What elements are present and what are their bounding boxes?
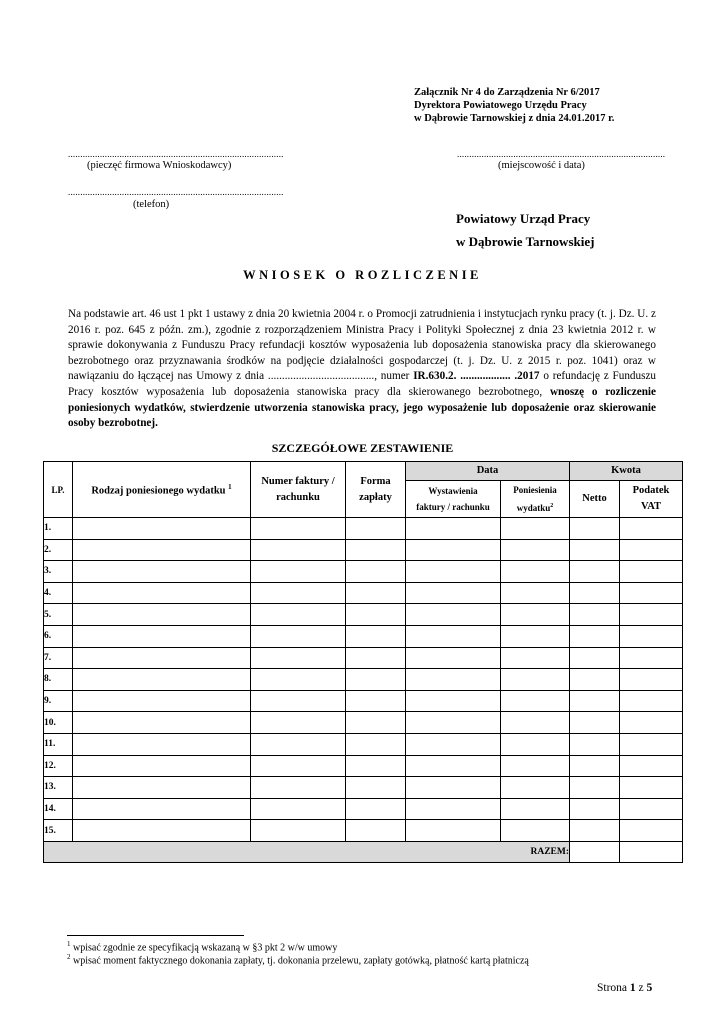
stamp-field-dots[interactable]: ........................................................................................	[68, 149, 284, 159]
issue-date-cell[interactable]	[406, 755, 501, 777]
vat-amount-cell[interactable]	[620, 777, 683, 799]
row-number: 7.	[44, 647, 73, 669]
paragraph-contract-number[interactable]: IR.630.2. .................. .2017	[413, 370, 540, 383]
paragraph-part-3: o refundację z Funduszu Pracy kosztów wyposażenia lub doposażenia stanowiska pracy dla skierowanego bezrobotnego,	[68, 370, 657, 398]
row-number: 8.	[44, 669, 73, 691]
issue-date-cell[interactable]	[406, 518, 501, 540]
issue-date-cell[interactable]	[406, 604, 501, 626]
table-row	[44, 712, 683, 734]
header-expense-date-line-1: Poniesienia	[513, 485, 557, 495]
header-vat-line-2: VAT	[640, 501, 662, 512]
table-row	[44, 777, 683, 799]
vat-amount-cell[interactable]	[620, 733, 683, 755]
vat-amount-cell[interactable]	[620, 582, 683, 604]
expense-type-cell[interactable]	[73, 518, 251, 540]
annex-line-2: Dyrektora Powiatowego Urzędu Pracy	[414, 100, 587, 111]
payment-form-cell[interactable]	[346, 625, 406, 647]
expense-date-cell[interactable]	[501, 582, 570, 604]
net-amount-cell[interactable]	[570, 712, 620, 734]
expense-type-cell[interactable]	[73, 669, 251, 691]
row-number: 1.	[44, 518, 73, 540]
expense-date-cell[interactable]	[501, 755, 570, 777]
header-expense-type-label: Rodzaj poniesionego wydatku	[91, 485, 226, 497]
invoice-number-cell[interactable]	[251, 625, 346, 647]
table-row	[44, 733, 683, 755]
annex-line-3: w Dąbrowie Tarnowskiej z dnia 24.01.2017 r.	[414, 113, 615, 124]
row-number: 14.	[44, 798, 73, 820]
row-number: 12.	[44, 755, 73, 777]
expense-type-cell[interactable]	[73, 712, 251, 734]
place-date-field-label: (miejscowość i data)	[498, 160, 585, 171]
expense-type-cell[interactable]	[73, 733, 251, 755]
invoice-number-cell[interactable]	[251, 712, 346, 734]
stamp-field-label: (pieczęć firmowa Wnioskodawcy)	[87, 160, 232, 171]
issue-date-cell[interactable]	[406, 733, 501, 755]
annex-header	[414, 86, 614, 125]
expense-table	[43, 461, 683, 863]
page-prefix: Strona	[597, 982, 630, 994]
row-number: 4.	[44, 582, 73, 604]
expense-date-cell[interactable]	[501, 690, 570, 712]
header-amount: Kwota	[570, 462, 683, 481]
page-current: 1	[629, 982, 636, 994]
header-expense-date	[501, 481, 570, 518]
expense-date-cell[interactable]	[501, 604, 570, 626]
net-amount-cell[interactable]	[570, 690, 620, 712]
payment-form-cell[interactable]	[346, 690, 406, 712]
row-number: 10.	[44, 712, 73, 734]
vat-amount-cell[interactable]	[620, 798, 683, 820]
invoice-number-cell[interactable]	[251, 669, 346, 691]
expense-type-cell[interactable]	[73, 582, 251, 604]
payment-form-cell[interactable]	[346, 777, 406, 799]
page-middle: z	[635, 982, 647, 994]
vat-amount-cell[interactable]	[620, 690, 683, 712]
issue-date-cell[interactable]	[406, 539, 501, 561]
vat-amount-cell[interactable]	[620, 518, 683, 540]
vat-amount-cell[interactable]	[620, 539, 683, 561]
table-row	[44, 690, 683, 712]
issue-date-cell[interactable]	[406, 820, 501, 842]
vat-amount-cell[interactable]	[620, 561, 683, 583]
table-row	[44, 647, 683, 669]
invoice-number-cell[interactable]	[251, 582, 346, 604]
table-row	[44, 798, 683, 820]
net-amount-cell[interactable]	[570, 777, 620, 799]
header-payment-line-2: zapłaty	[359, 491, 392, 503]
table-row	[44, 604, 683, 626]
expense-type-cell[interactable]	[73, 820, 251, 842]
payment-form-cell[interactable]	[346, 518, 406, 540]
footnote-2	[67, 953, 529, 966]
vat-amount-cell[interactable]	[620, 604, 683, 626]
issue-date-cell[interactable]	[406, 625, 501, 647]
annex-line-1: Załącznik Nr 4 do Zarządzenia Nr 6/2017	[414, 87, 600, 98]
header-issue-line-1: Wystawienia	[428, 486, 478, 496]
issue-date-cell[interactable]	[406, 690, 501, 712]
header-expense-type-footnote: 1	[228, 483, 232, 492]
table-row	[44, 518, 683, 540]
footnote-2-marker: 2	[67, 953, 71, 961]
header-date: Data	[406, 462, 570, 481]
expense-date-cell[interactable]	[501, 712, 570, 734]
total-vat-cell[interactable]	[620, 841, 683, 862]
header-expense-type	[73, 462, 251, 518]
office-name-line-2: w Dąbrowie Tarnowskiej	[456, 234, 595, 249]
issue-date-cell[interactable]	[406, 712, 501, 734]
expense-type-cell[interactable]	[73, 690, 251, 712]
table-row	[44, 820, 683, 842]
page-total: 5	[646, 982, 653, 994]
vat-amount-cell[interactable]	[620, 755, 683, 777]
table-title: SZCZEGÓŁOWE ZESTAWIENIE	[271, 441, 454, 455]
table-row	[44, 625, 683, 647]
issue-date-cell[interactable]	[406, 561, 501, 583]
header-invoice-line-2: rachunku	[276, 491, 320, 503]
expense-date-cell[interactable]	[501, 561, 570, 583]
expense-date-cell[interactable]	[501, 733, 570, 755]
total-net-cell[interactable]	[570, 841, 620, 862]
header-invoice-line-1: Numer faktury /	[261, 475, 335, 487]
row-number: 6.	[44, 625, 73, 647]
header-payment-line-1: Forma	[360, 475, 391, 487]
row-number: 3.	[44, 561, 73, 583]
net-amount-cell[interactable]	[570, 561, 620, 583]
footnote-1-text: wpisać zgodnie ze specyfikacją wskazaną w §3 pkt 2 w/w umowy	[70, 942, 338, 954]
header-expense-date-footnote: 2	[550, 503, 554, 509]
net-amount-cell[interactable]	[570, 625, 620, 647]
expense-date-cell[interactable]	[501, 647, 570, 669]
payment-form-cell[interactable]	[346, 820, 406, 842]
net-amount-cell[interactable]	[570, 820, 620, 842]
issue-date-cell[interactable]	[406, 582, 501, 604]
table-row	[44, 669, 683, 691]
net-amount-cell[interactable]	[570, 733, 620, 755]
payment-form-cell[interactable]	[346, 669, 406, 691]
table-row	[44, 755, 683, 777]
expense-type-cell[interactable]	[73, 625, 251, 647]
office-name-line-1: Powiatowy Urząd Pracy	[456, 211, 591, 226]
header-issue-date	[406, 481, 501, 518]
header-invoice-number	[251, 462, 346, 518]
invoice-number-cell[interactable]	[251, 777, 346, 799]
place-date-field-dots[interactable]: .....................................................................................	[457, 149, 666, 159]
page-number	[597, 982, 652, 994]
payment-form-cell[interactable]	[346, 647, 406, 669]
vat-amount-cell[interactable]	[620, 625, 683, 647]
document-title: WNIOSEK O ROZLICZENIE	[243, 268, 482, 282]
expense-type-cell[interactable]	[73, 539, 251, 561]
issue-date-cell[interactable]	[406, 777, 501, 799]
expense-date-cell[interactable]	[501, 777, 570, 799]
payment-form-cell[interactable]	[346, 582, 406, 604]
invoice-number-cell[interactable]	[251, 733, 346, 755]
table-row	[44, 561, 683, 583]
row-number: 2.	[44, 539, 73, 561]
payment-form-cell[interactable]	[346, 539, 406, 561]
header-vat-line-1: Podatek	[632, 485, 670, 496]
vat-amount-cell[interactable]	[620, 820, 683, 842]
expense-type-cell[interactable]	[73, 798, 251, 820]
net-amount-cell[interactable]	[570, 755, 620, 777]
vat-amount-cell[interactable]	[620, 647, 683, 669]
net-amount-cell[interactable]	[570, 539, 620, 561]
row-number: 5.	[44, 604, 73, 626]
vat-amount-cell[interactable]	[620, 669, 683, 691]
payment-form-cell[interactable]	[346, 561, 406, 583]
row-number: 9.	[44, 690, 73, 712]
expense-type-cell[interactable]	[73, 604, 251, 626]
issue-date-cell[interactable]	[406, 798, 501, 820]
paragraph-part-1: Na podstawie art. 46 ust 1 pkt 1 ustawy z dnia 20 kwietnia 2004 r. o Promocji zatrudnienia i instytucjach rynku pracy (t. j. Dz. U. z 2016 r. poz. 645 z późn. zm.), zgodnie z rozporządzeniem Ministra Pracy i Polityki Społecznej z dnia 23 kwietnia 2012 r. w sprawie dokonywania z Funduszu Pracy refundacji kosztów wyposażenia lub doposażenia stanowiska pracy dla skierowanego bezrobotnego oraz przyznawania środków na podjęcie działalności gospodarczej (t. j. Dz. U. z 2015 r. poz. 1041) oraz w nawiązaniu do łączącej nas Umowy z dnia ......................................, numer	[68, 308, 656, 383]
invoice-number-cell[interactable]	[251, 518, 346, 540]
expense-date-cell[interactable]	[501, 518, 570, 540]
net-amount-cell[interactable]	[570, 647, 620, 669]
net-amount-cell[interactable]	[570, 798, 620, 820]
row-number: 15.	[44, 820, 73, 842]
header-net: Netto	[570, 481, 620, 518]
expense-date-cell[interactable]	[501, 625, 570, 647]
footnote-1	[67, 940, 337, 953]
invoice-number-cell[interactable]	[251, 647, 346, 669]
vat-amount-cell[interactable]	[620, 712, 683, 734]
table-row	[44, 539, 683, 561]
invoice-number-cell[interactable]	[251, 755, 346, 777]
net-amount-cell[interactable]	[570, 669, 620, 691]
expense-type-cell[interactable]	[73, 755, 251, 777]
net-amount-cell[interactable]	[570, 582, 620, 604]
expense-date-cell[interactable]	[501, 820, 570, 842]
request-paragraph	[68, 307, 656, 432]
header-lp: LP.	[44, 462, 73, 518]
header-vat	[620, 481, 683, 518]
header-expense-date-line-2: wydatku	[516, 503, 551, 513]
row-number: 11.	[44, 733, 73, 755]
issue-date-cell[interactable]	[406, 669, 501, 691]
expense-date-cell[interactable]	[501, 539, 570, 561]
net-amount-cell[interactable]	[570, 604, 620, 626]
payment-form-cell[interactable]	[346, 604, 406, 626]
expense-date-cell[interactable]	[501, 669, 570, 691]
invoice-number-cell[interactable]	[251, 604, 346, 626]
expense-type-cell[interactable]	[73, 647, 251, 669]
total-label: RAZEM:	[44, 841, 570, 862]
paragraph-request-statement: wnoszę o rozliczenie poniesionych wydatków, stwierdzenie utworzenia stanowiska pracy, jego wyposażenie lub doposażenie oraz skierowanie osoby bezrobotnej.	[68, 385, 656, 430]
header-issue-line-2: faktury / rachunku	[416, 502, 490, 512]
invoice-number-cell[interactable]	[251, 798, 346, 820]
net-amount-cell[interactable]	[570, 518, 620, 540]
header-payment-form	[346, 462, 406, 518]
expense-type-cell[interactable]	[73, 561, 251, 583]
phone-field-dots[interactable]: ........................................................................................	[68, 187, 284, 197]
invoice-number-cell[interactable]	[251, 820, 346, 842]
issue-date-cell[interactable]	[406, 647, 501, 669]
footnote-2-text: wpisać moment faktycznego dokonania zapłaty, tj. dokonania przelewu, zapłaty gotówką, płatność kartą płatniczą	[70, 955, 529, 967]
payment-form-cell[interactable]	[346, 733, 406, 755]
phone-field-label: (telefon)	[133, 199, 170, 210]
expense-date-cell[interactable]	[501, 798, 570, 820]
invoice-number-cell[interactable]	[251, 561, 346, 583]
table-row	[44, 582, 683, 604]
payment-form-cell[interactable]	[346, 755, 406, 777]
payment-form-cell[interactable]	[346, 712, 406, 734]
row-number: 13.	[44, 777, 73, 799]
expense-type-cell[interactable]	[73, 777, 251, 799]
invoice-number-cell[interactable]	[251, 690, 346, 712]
invoice-number-cell[interactable]	[251, 539, 346, 561]
payment-form-cell[interactable]	[346, 798, 406, 820]
footnote-separator	[67, 935, 244, 936]
footnote-1-marker: 1	[67, 940, 71, 948]
